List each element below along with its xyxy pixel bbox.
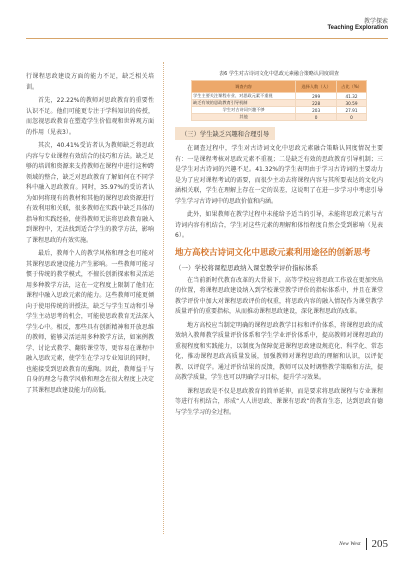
paragraph: 地方高校应当制定明确的课程思政教学目标和评价体系，将课程思政的成效纳入教师教学质量评价体系和学生学业评价体系中，提高教师对课程思政的重视程度和实践能力，以制度为保障促进课程思政建设规范化、科学化、常态化，推动课程思政高质量发展，加强教师对课程思政的理解和认识，以评促教、以评促学。通过评价结果的反馈，教师可以及时调整教学策略和方法，提高教学质量，学生也可以明确学习目标，提升学习效果。: [175, 321, 383, 381]
paragraph: 在调查过程中，学生对古诗词文化中思政元素融合策略认同度情况主要有：一是课程考核对思政元素不重视；二是缺乏有效的思政教育引导机制；三是学生对古诗词的兴趣不足。41.32%的学生表明由于学习古诗词的主要动力是为了应对课程考试的需要，而很少主动去将课程内容与其所要表达的文化内涵相关联，学生在理解上存在一定的误差，这说明了在进一步学习中考虑引导学生学习古诗词中的思政价值和内涵。: [175, 145, 383, 205]
paragraph: 最后，教师个人的教学风格和理念也可能对其课程思政建设能力产生影响。一些教师可能习惯于传统的教学模式，不擅长创新探索和灵活运用多种教学方法，这在一定程度上限制了他们在课程中融入思政元素的能力。这些教师可能更倾向于使用传统的讲授法，缺乏与学生互动和引导学生主动思考的机会，可能使思政教育无法深入学生心中。相反，那些具有创新精神和开放思维的教师，能够灵活运用多种教学方法，如案例教学、讨论式教学、翻转课堂等，更容易在课程中融入思政元素，使学生在学习专业知识的同时，也能接受到思政教育的熏陶。因此，教师益于与自身的理念与教学风格和理念在很大程度上决定了其课程思政建设能力的高低。: [26, 250, 154, 394]
table-header-cell: 选择人数（人）: [296, 81, 337, 93]
column-divider: [163, 62, 164, 534]
subsection-heading: （一）学校将课程思政纳入课堂教学评价指标体系: [175, 263, 318, 272]
page-footer: [339, 538, 388, 550]
paragraph: 首先，22.22%的教师对思政教育的重要性认识不足。他们可能更专注于学科知识的传授，而忽视思政教育在塑造学生价值观和世界观方面的作用（见表3）。: [26, 97, 154, 136]
table-row: [192, 93, 367, 100]
table-cell: 其他: [192, 114, 296, 121]
table-cell: 299: [296, 93, 337, 100]
section-title-en: Teaching Exploration: [327, 25, 388, 31]
table-cell: 27.91: [337, 107, 367, 114]
table-header-cell: 调查内容: [192, 81, 296, 93]
footer-divider: [366, 538, 367, 550]
table-row: [192, 100, 367, 107]
table-cell: 0: [296, 114, 337, 121]
right-column: [175, 70, 383, 421]
paragraph: 此外，如果教师在教学过程中未能给予适当的引导，未能将思政元素与古诗词内容有机结合，学生对这些元素的理解和体悟程度自然会受到影响（见表6）。: [175, 211, 383, 239]
table-cell: 41.32: [337, 93, 367, 100]
running-header: [327, 16, 388, 31]
section-heading: 地方高校古诗词文化中思政元素利用途径的创新思考: [175, 247, 371, 258]
table-cell: 0: [337, 114, 367, 121]
table-title: 表6 学生对古诗词文化中思政元素融合策略认同度调查: [219, 71, 339, 77]
left-column: [26, 72, 154, 528]
paragraph: 其次，40.41%受访者认为教师缺乏将思政内容与专业课程有效结合的技巧和方法。缺乏足够的培训和资源来支持教师在课程中进行这种跨领域的整合，缺乏对思政教育了解如何在不同学科中融入思政教育。同时，35.97%的受访者认为如何将现有的教材和其他的课程思政资源进行有效利用和关联，很多教师在实践中缺乏具体的指导和实践经验，使得教师无法将思政教育融入到课程中，无法找到适合学生的教学方法，影响了课程思政的有效实施。: [26, 142, 154, 244]
subsection-heading: （三）学生缺乏兴趣和合理引导: [175, 127, 275, 140]
header-divider: [26, 38, 388, 39]
section-title-cn: 教学探索: [363, 18, 388, 25]
journal-name: New West: [339, 541, 361, 547]
table-cell: 203: [296, 107, 337, 114]
table-cell: 学生对古诗词兴趣不够: [192, 107, 296, 114]
table-cell: 缺乏有效的思政教育引导机制: [192, 100, 296, 107]
table-cell: 228: [296, 100, 337, 107]
survey-table: [191, 80, 367, 121]
table-row: [192, 114, 367, 121]
paragraph: 课程思政是不仅是思政教育的简单延伸，而是要求将思政课程与专业课程等进行有机结合，形成“人人讲思政、课课有思政”的教育生态，达到思政育德与学生学习的全过程。: [175, 387, 383, 416]
paragraph: 行课程思政建设方面的能力不足，缺乏相关培训。: [26, 73, 154, 91]
paragraph: 在当前新时代教育改革的大背景下，高等学校应将思政工作放在更加突出的位置，将课程思政建设纳入到学校课堂教学评价的指标体系中，并且在课堂教学评价中加大对课程思政评价的权重，将思政内容的融入情况作为课堂教学质量评价的重要指标，从而推动课程思政建设，深化课程思政的改革。: [175, 276, 383, 315]
table-cell: 30.59: [337, 100, 367, 107]
table-header-cell: 占比（%）: [337, 81, 367, 93]
table-row: [192, 107, 367, 114]
table-cell: 学生主要关注课程专业、对思政元素不重视: [192, 93, 296, 100]
page-number: 205: [371, 538, 388, 550]
table-header-row: [192, 81, 367, 93]
